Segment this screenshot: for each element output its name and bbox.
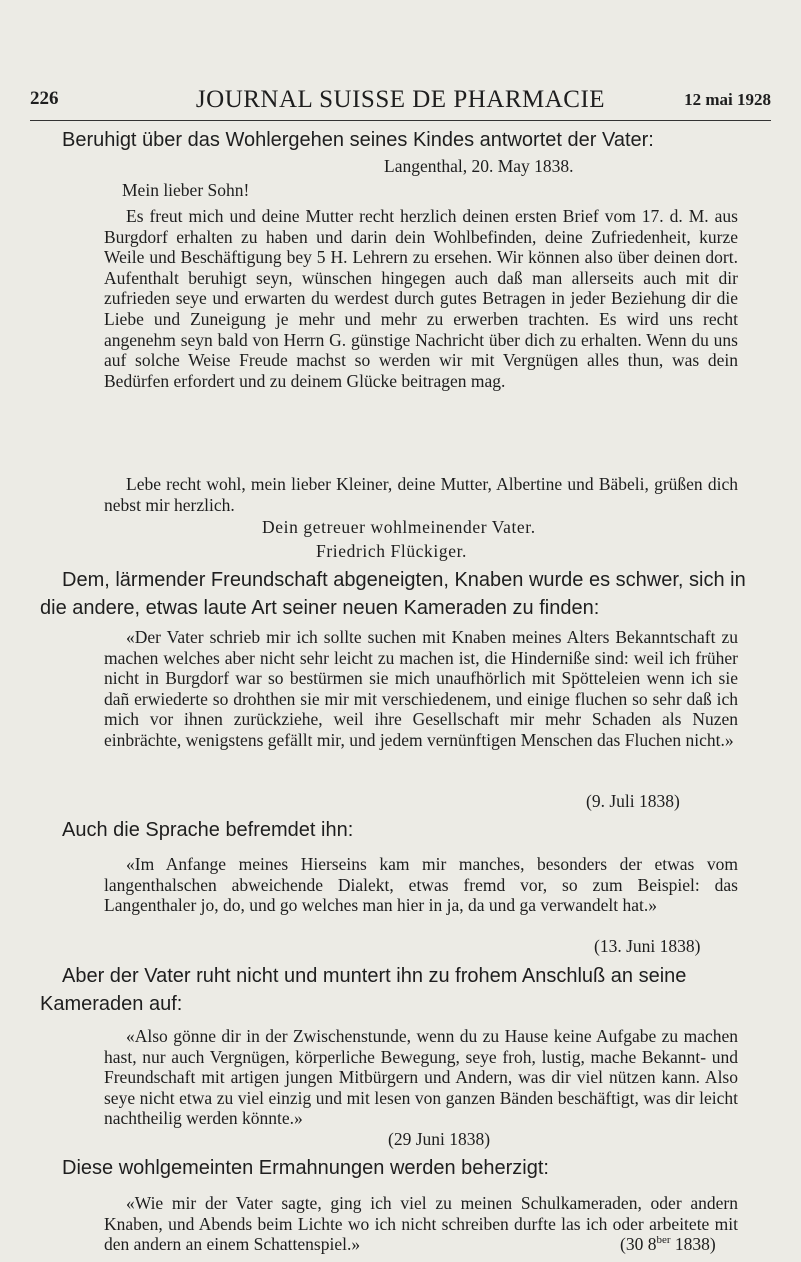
letter-paragraph-1: Es freut mich und deine Mutter recht herzlich deinen ersten Brief vom 17. d. M. aus Burgdorf erhalten zu haben und darin dein Wohlbefinden, deine Zufriedenheit, kurze Weile und Beschäftigung bey 5 H. Lehrern zu ersehen. Wir können also über deinen dort. Aufenthalt beruhigt seyn, wünschen hingegen auch daß man allerseits auch mit dir zufrieden seye und erwarten du werdest durch gutes Betragen in jeder Beziehung dir die Liebe und Zuneigung je mehr und mehr zu erwerben trachten. Es wird uns recht angenehm seyn bald von Herrn G. günstige Nachricht über dich zu erhalten. Wenn du uns auf solche Weise Freude machst so werden wir mit Vergnügen alles thun, was dein Bedürfen erfordert und zu deinem Glücke beitragen mag. — [104, 206, 738, 391]
quote-1: «Der Vater schrieb mir ich sollte suchen mit Knaben meines Alters Bekanntschaft zu machen welches aber nicht sehr leicht zu machen ist, die Hinderniße sind: weil ich früher nicht in Burgdorf war so bestürmen sie mich unaufhörlich mit Spötteleien wenn ich sie dañ erwiederte so drohthen sie mir mit verschiedenem, und einige fluchen so sehr daß ich mich vor ihnen zurückziehe, weil ihre Gesellschaft mir mehr Schaden als Nuzen einbrächte, wenigstens gefällt mir, und jedem vernünftigen Menschen das Fluchen nicht.» — [104, 627, 738, 750]
intro-paragraph-5: Diese wohlgemeinten Ermahnungen werden beherzigt: — [62, 1157, 549, 1179]
intro-paragraph-4: Aber der Vater ruht nicht und muntert ihn zu frohem Anschluß an seine Kameraden auf: — [40, 965, 687, 1015]
page-header — [30, 88, 771, 114]
quote-3-date: (29 Juni 1838) — [388, 1129, 491, 1149]
letter-paragraph-2: Lebe recht wohl, mein lieber Kleiner, deine Mutter, Albertine und Bäbeli, grüßen dich nebst mir herzlich. — [104, 474, 738, 515]
letter-salutation: Mein lieber Sohn! — [122, 180, 250, 200]
quote-1-date: (9. Juli 1838) — [586, 791, 680, 811]
intro-paragraph-2: Dem, lärmender Freundschaft abgeneigten, Knaben wurde es schwer, sich in die andere, etwas laute Art seiner neuen Kameraden zu finden: — [40, 569, 746, 619]
quote-2-date: (13. Juni 1838) — [594, 936, 701, 956]
quote-4-date-superscript: ber — [656, 1234, 671, 1247]
quote-4-date: (30 $8^{ber}$ 1838) — [620, 1234, 716, 1254]
page-number: 226 — [30, 88, 59, 109]
header-rule — [30, 120, 771, 121]
quote-4: «Wie mir der Vater sagte, ging ich viel zu meinen Schulkameraden, oder andern Knaben, und Abends beim Lichte wo ich nicht schreiben durfte las ich oder arbeitete mit den andern an einem Schattenspiel.» — [104, 1193, 738, 1255]
issue-date: 12 mai 1928 — [684, 90, 771, 109]
intro-paragraph-3: Auch die Sprache befremdet ihn: — [62, 819, 354, 841]
intro-paragraph-1: Beruhigt über das Wohlergehen seines Kindes antwortet der Vater: — [62, 129, 654, 151]
quote-2: «Im Anfange meines Hierseins kam mir manches, besonders der etwas vom langenthalschen abweichende Dialekt, etwas fremd vor, so zum Beispiel: das Langenthaler jo, do, und go welches man hier in ja, da und ga verwandelt hat.» — [104, 854, 738, 916]
letter-closing: Dein getreuer wohlmeinender Vater. — [262, 517, 536, 537]
quote-3: «Also gönne dir in der Zwischenstunde, wenn du zu Hause keine Aufgabe zu machen hast, nur auch Vergnügen, körperliche Bewegung, seye froh, lustig, mache Bekannt- und Freundschaft mit artigen jungen Mitbürgern und Andern, was dir viel nützen kann. Also seye nicht etwa zu viel einzig und mit lesen von ganzen Bänden beschäftigt, was dir leicht nachtheilig werden könnte.» — [104, 1026, 738, 1129]
journal-title: JOURNAL SUISSE DE PHARMACIE — [195, 86, 606, 113]
letter-place-date: Langenthal, 20. May 1838. — [384, 156, 574, 176]
letter-signature: Friedrich Flückiger. — [316, 541, 468, 561]
